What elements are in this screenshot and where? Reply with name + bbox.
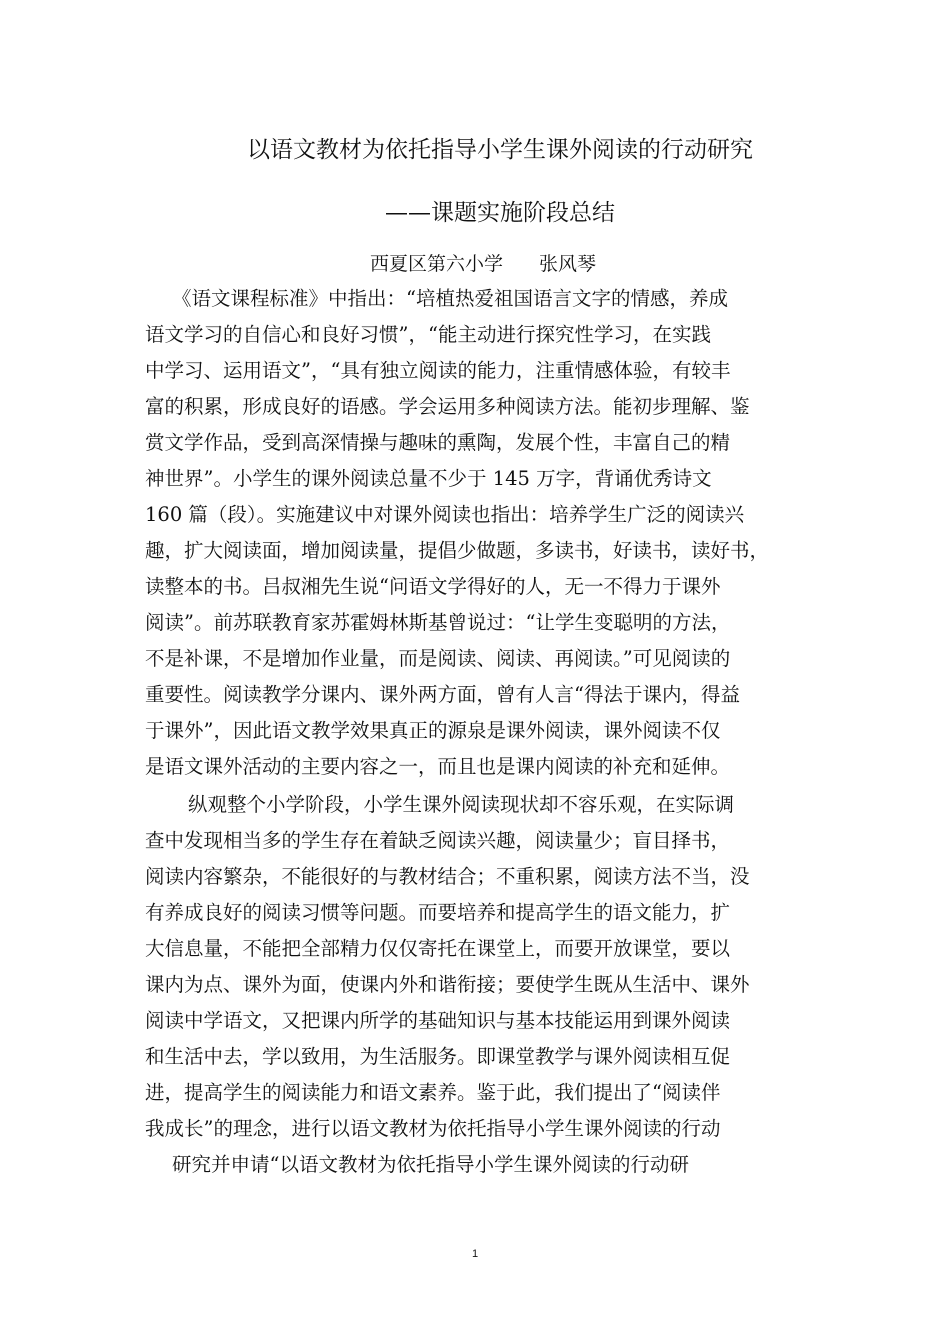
body-line: 趣，扩大阅读面，增加阅读量，提倡少做题，多读书，好读书，读好书， (145, 539, 770, 562)
body-line: 富的积累，形成良好的语感。学会运用多种阅读方法。能初步理解、鉴 (145, 395, 750, 418)
body-line: 研究并申请“以语文教材为依托指导小学生课外阅读的行动研 (172, 1153, 689, 1176)
body-line: 阅读内容繁杂，不能很好的与教材结合；不重积累，阅读方法不当，没 (145, 865, 750, 888)
body-line: 有养成良好的阅读习惯等问题。而要培养和提高学生的语文能力，扩 (145, 901, 731, 924)
body-line: 于课外”，因此语文教学效果真正的源泉是课外阅读，课外阅读不仅 (145, 719, 721, 742)
page-number: 1 (471, 1248, 479, 1260)
document-subtitle: ——课题实施阶段总结 (385, 200, 615, 226)
body-line: 和生活中去，学以致用，为生活服务。即课堂教学与课外阅读相互促 (145, 1045, 731, 1068)
body-line: 阅读中学语文，又把课内所学的基础知识与基本技能运用到课外阅读 (145, 1009, 731, 1032)
author-line (370, 250, 596, 278)
body-line: 重要性。阅读教学分课内、课外两方面，曾有人言“得法于课内，得益 (145, 683, 740, 706)
body-line: 纵观整个小学阶段，小学生课外阅读现状却不容乐观，在实际调 (188, 793, 735, 816)
body-line: 进，提高学生的阅读能力和语文素养。鉴于此，我们提出了“阅读伴 (145, 1081, 721, 1104)
document-title: 以语文教材为依托指导小学生课外阅读的行动研究 (247, 137, 753, 163)
body-line: 读整本的书。吕叔湘先生说“问语文学得好的人，无一不得力于课外 (145, 575, 721, 598)
body-line: 课内为点、课外为面，使课内外和谐衔接；要使学生既从生活中、课外 (145, 973, 750, 996)
body-line: 我成长”的理念，进行以语文教材为依托指导小学生课外阅读的行动 (145, 1117, 721, 1140)
body-line: 160 篇（段）。实施建议中对课外阅读也指出：培养学生广泛的阅读兴 (145, 503, 745, 526)
body-line: 中学习、运用语文”，“具有独立阅读的能力，注重情感体验，有较丰 (145, 359, 731, 382)
body-line: 语文学习的自信心和良好习惯”，“能主动进行探究性学习，在实践 (145, 323, 711, 346)
author-school: 西夏区第六小学 (370, 253, 504, 275)
author-name: 张风琴 (539, 253, 597, 275)
body-line: 是语文课外活动的主要内容之一，而且也是课内阅读的补充和延伸。 (145, 755, 731, 778)
body-line: 赏文学作品，受到高深情操与趣味的熏陶，发展个性，丰富自己的精 (145, 431, 731, 454)
body-line: 大信息量，不能把全部精力仅仅寄托在课堂上，而要开放课堂，要以 (145, 937, 731, 960)
body-line: 查中发现相当多的学生存在着缺乏阅读兴趣，阅读量少；盲目择书， (145, 829, 731, 852)
body-line: 不是补课，不是增加作业量，而是阅读、阅读、再阅读。”可见阅读的 (145, 647, 731, 670)
body-line: 神世界”。小学生的课外阅读总量不少于 145 万字，背诵优秀诗文 (145, 467, 712, 490)
body-line: 《语文课程标准》中指出：“培植热爱祖国语言文字的情感，养成 (172, 287, 728, 310)
body-line: 阅读”。前苏联教育家苏霍姆林斯基曾说过：“让学生变聪明的方法， (145, 611, 731, 634)
